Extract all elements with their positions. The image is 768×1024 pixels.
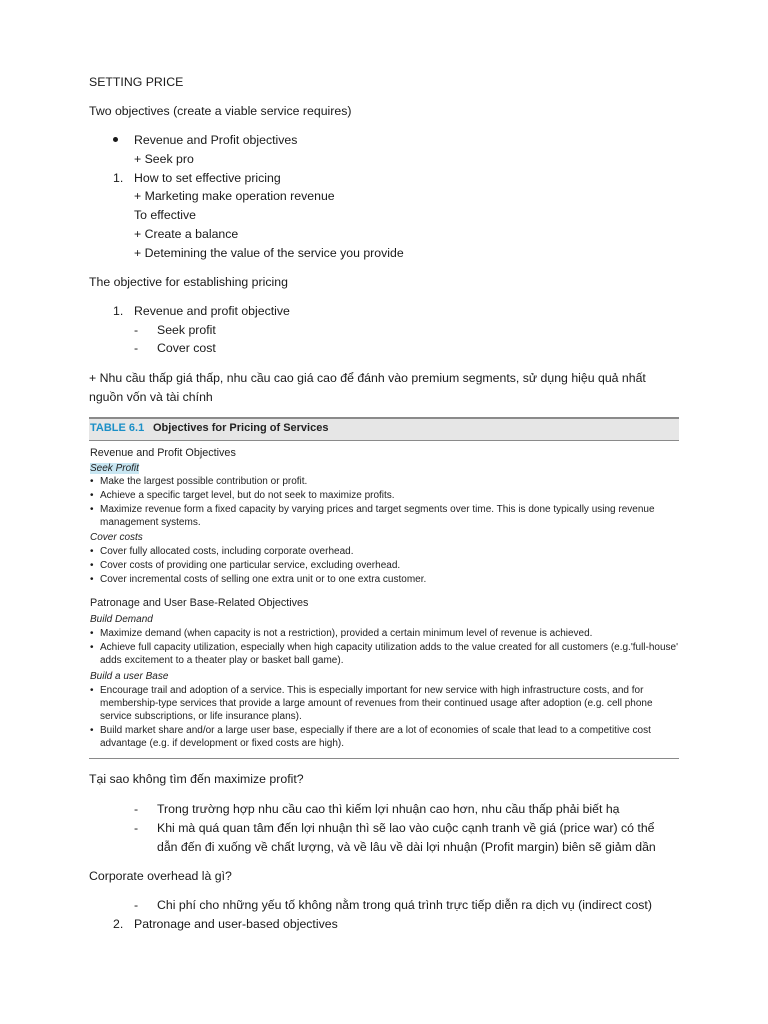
dash-marker: - [134, 898, 139, 912]
list-item: How to set effective pricing [134, 171, 281, 185]
paragraph: The objective for establishing pricing [89, 275, 288, 289]
table-header-rule [89, 440, 679, 441]
table-item: Achieve full capacity utilization, especially when high capacity utilization adds to the value created for all customers (e.g.'full-house' [100, 642, 679, 653]
table-item: Maximize demand (when capacity is not a restriction), provided a certain minimum level of revenue is achieved. [100, 628, 593, 639]
table-bullet: • [90, 628, 94, 639]
table-bullet: • [90, 476, 94, 487]
table-section-heading: Patronage and User Base-Related Objectives [90, 597, 309, 609]
bullet-icon [113, 137, 118, 142]
list-number: 1. [113, 171, 124, 185]
table-bullet: • [90, 642, 94, 653]
doc-heading: SETTING PRICE [89, 75, 184, 89]
table-item: Encourage trail and adoption of a service. This is especially important for new service with high infrastructure costs, and for [100, 685, 644, 696]
table-bullet: • [90, 546, 94, 557]
list-item: Patronage and user-based objectives [134, 917, 338, 931]
list-number: 1. [113, 304, 124, 318]
table-title: Objectives for Pricing of Services [153, 422, 329, 434]
table-subheading: Build Demand [90, 614, 153, 625]
table-item-continued: management systems. [100, 517, 201, 528]
table-item-continued: membership-type services that provide a large amount of revenues from their continued usage after adoption (e.g. cell phone [100, 698, 653, 709]
table-figure [89, 414, 679, 762]
table-bullet: • [90, 504, 94, 515]
list-item: Khi mà quá quan tâm đến lợi nhuận thì sẽ lao vào cuộc cạnh tranh về giá (price war) có thể [157, 821, 655, 835]
table-bullet: • [90, 490, 94, 501]
dash-marker: - [134, 341, 139, 355]
list-item-sub: + Seek pro [134, 152, 194, 166]
list-item: Trong trường hợp nhu cầu cao thì kiếm lợi nhuận cao hơn, nhu cầu thấp phải biết hạ [157, 802, 620, 816]
note-line: nguồn vốn và tài chính [89, 390, 213, 404]
question-paragraph: Corporate overhead là gì? [89, 869, 232, 883]
table-item: Cover incremental costs of selling one extra unit or to one extra customer. [100, 574, 427, 585]
dash-marker: - [134, 821, 139, 835]
intro-paragraph: Two objectives (create a viable service requires) [89, 104, 352, 118]
list-item-sub: + Detemining the value of the service you provide [134, 246, 404, 260]
table-number: TABLE 6.1 [90, 422, 145, 434]
table-bullet: • [90, 560, 94, 571]
list-item-sub: Seek profit [157, 323, 216, 337]
table-item-continued: adds excitement to a theater play or basket ball game). [100, 655, 344, 666]
table-bullet: • [90, 574, 94, 585]
list-item: Chi phí cho những yếu tố không nằm trong quá trình trực tiếp diễn ra dịch vụ (indirect cost) [157, 898, 652, 912]
table-item: Cover costs of providing one particular service, excluding overhead. [100, 560, 401, 571]
table-item: Maximize revenue form a fixed capacity by varying prices and target segments over time. This is done typically using revenue [100, 504, 655, 515]
table-bullet: • [90, 725, 94, 736]
table-bullet: • [90, 685, 94, 696]
table-subheading: Cover costs [90, 532, 143, 543]
table-section-heading: Revenue and Profit Objectives [90, 447, 236, 459]
table-item: Make the largest possible contribution or profit. [100, 476, 308, 487]
dash-marker: - [134, 323, 139, 337]
dash-marker: - [134, 802, 139, 816]
table-item: Cover fully allocated costs, including corporate overhead. [100, 546, 354, 557]
list-item-sub: + Marketing make operation revenue [134, 189, 335, 203]
list-item: Revenue and profit objective [134, 304, 290, 318]
question-paragraph: Tại sao không tìm đến maximize profit? [89, 772, 304, 786]
list-item-continued: dẫn đến đi xuống về chất lượng, và về lâu về dài lợi nhuận (Profit margin) biên sẽ giảm dần [157, 840, 656, 854]
list-item-sub: + Create a balance [134, 227, 239, 241]
list-number: 2. [113, 917, 124, 931]
table-item-continued: service subscriptions, or life insurance plans). [100, 711, 302, 722]
table-subheading: Seek Profit [90, 463, 139, 474]
table-item-continued: advantage (e.g. if development or fixed costs are high). [100, 738, 345, 749]
list-item-sub: Cover cost [157, 341, 216, 355]
list-item-sub: To effective [134, 208, 196, 222]
list-item: Revenue and Profit objectives [134, 133, 298, 147]
table-bottom-rule [89, 758, 679, 759]
table-subheading: Build a user Base [90, 671, 169, 682]
note-line: + Nhu cầu thấp giá thấp, nhu cầu cao giá cao để đánh vào premium segments, sử dụng hiệu quả nhất [89, 371, 646, 385]
table-item: Build market share and/or a large user base, especially if there are a lot of economies of scale that lead to a competitive cost [100, 725, 651, 736]
table-item: Achieve a specific target level, but do not seek to maximize profits. [100, 490, 395, 501]
